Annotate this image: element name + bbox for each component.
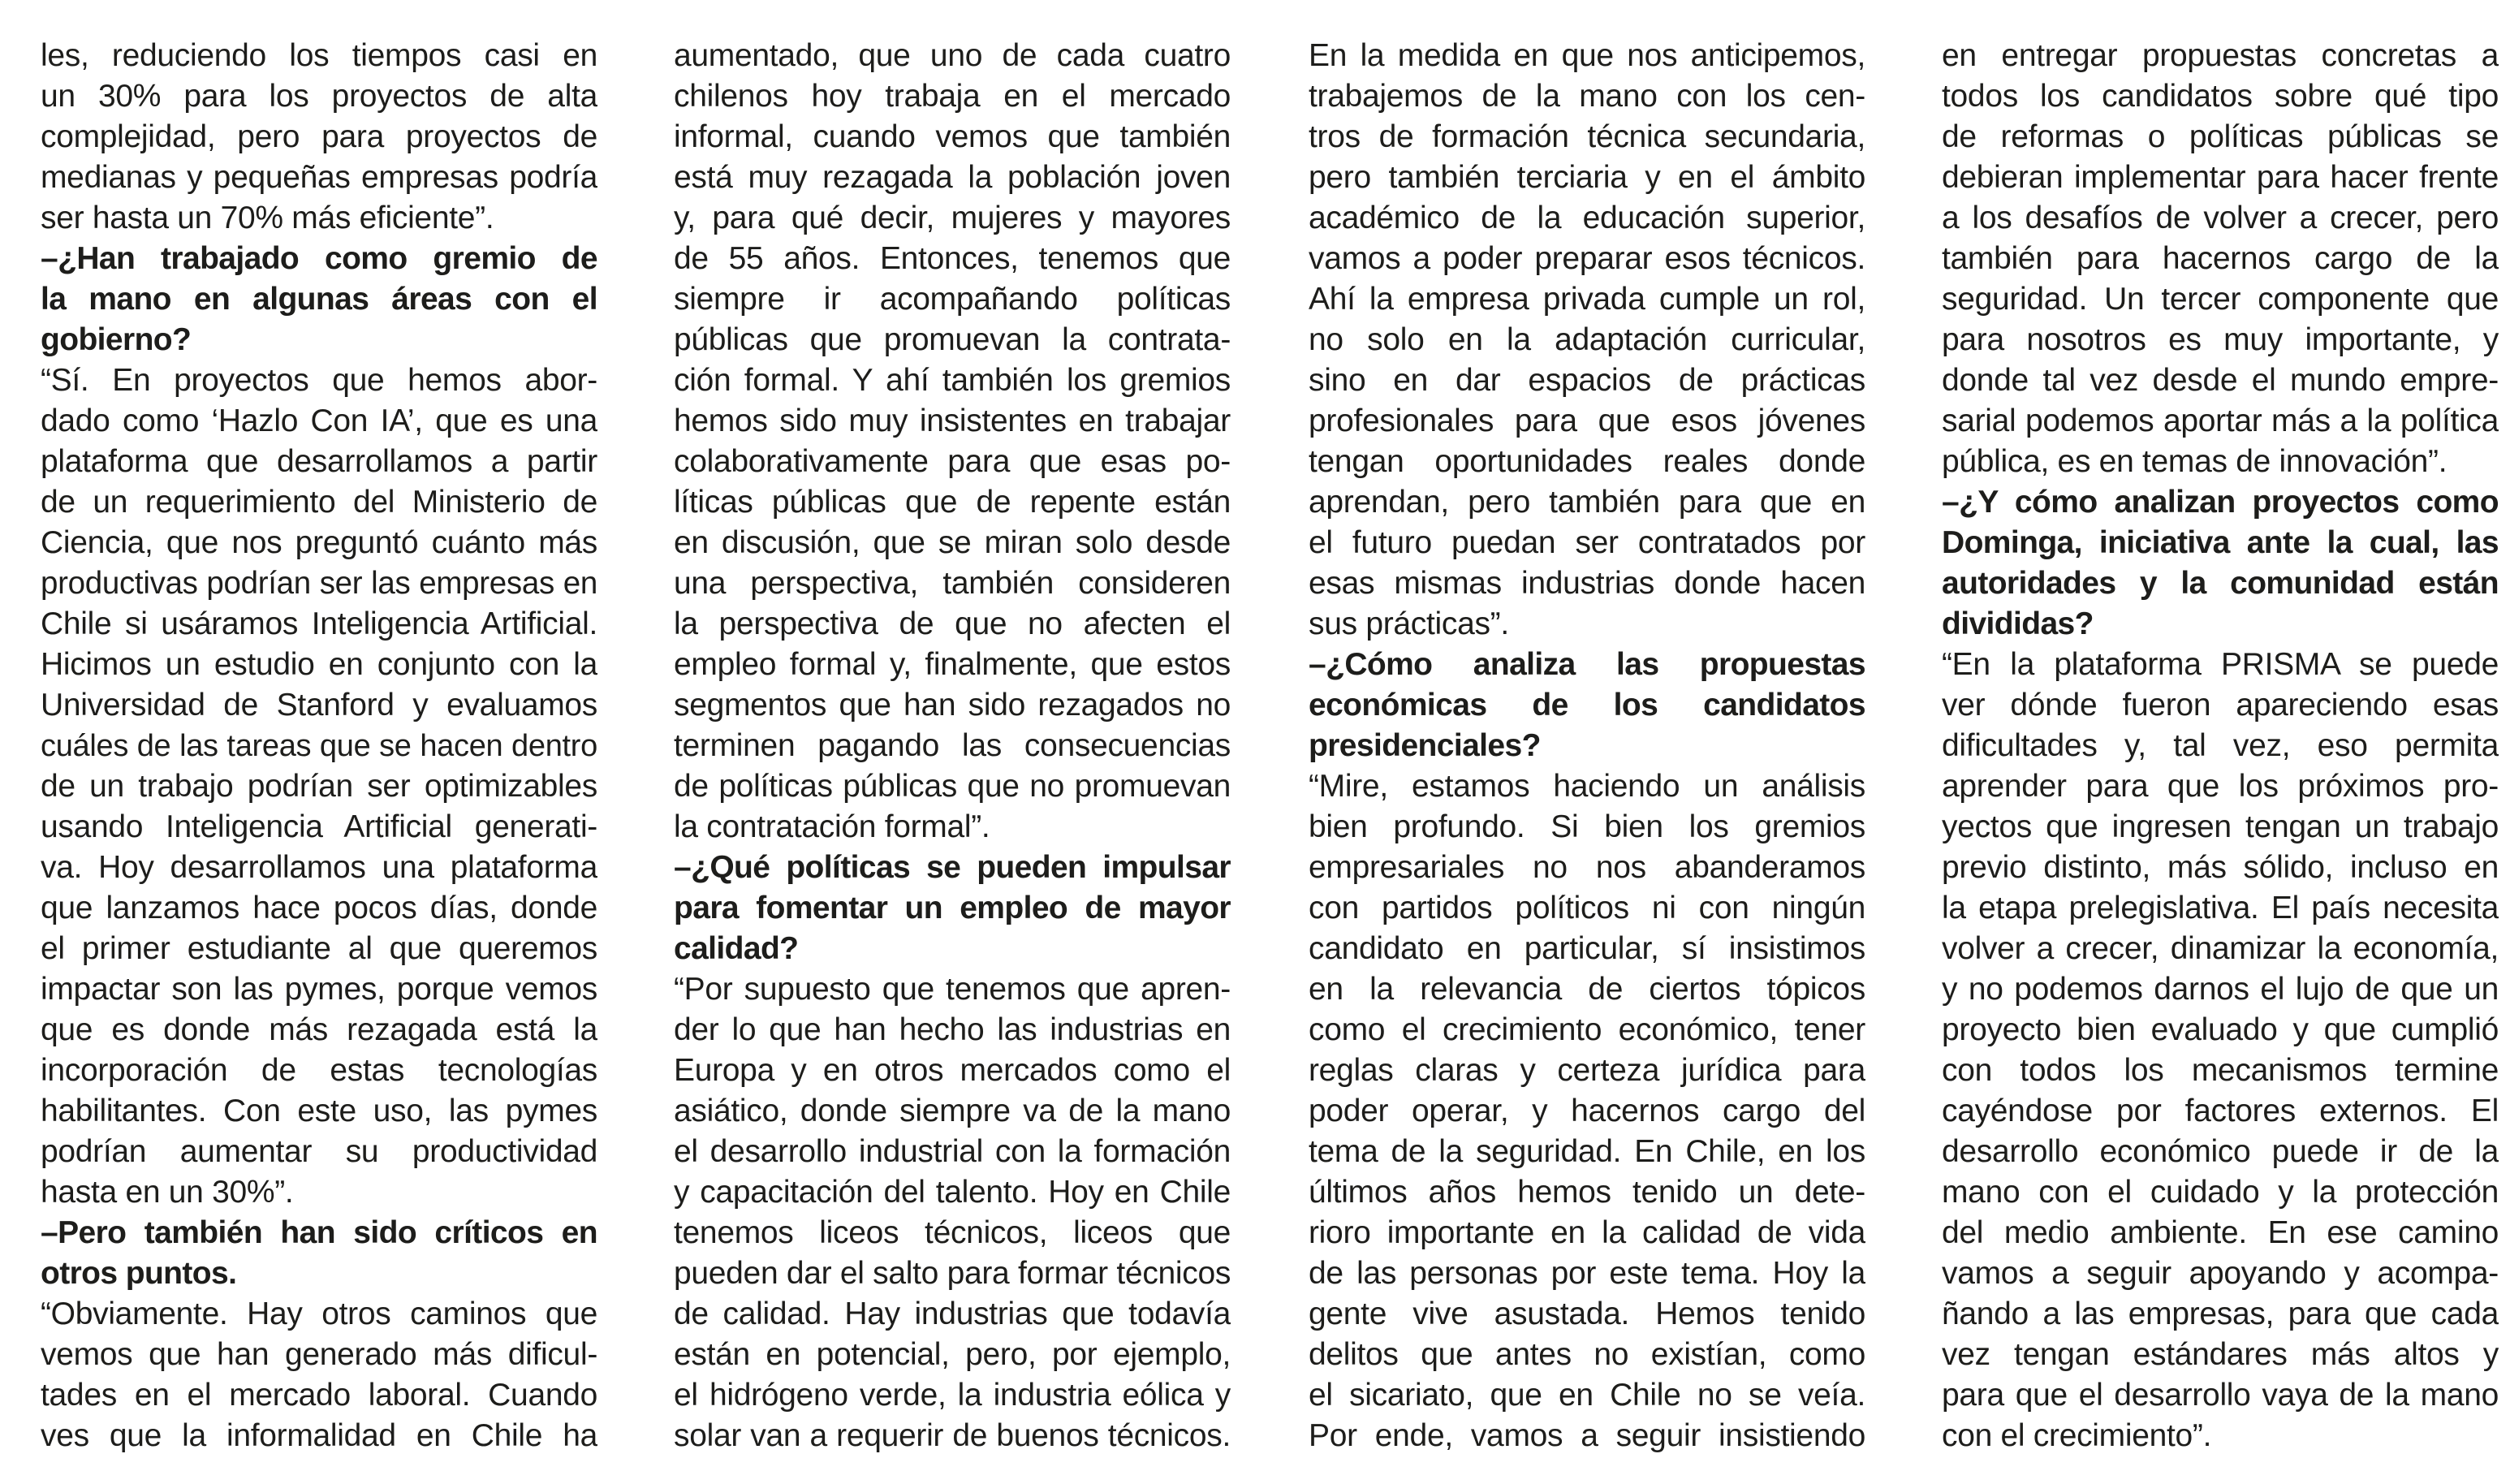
article-text-line: En la medida en que nos anticipemos,	[1309, 38, 1865, 73]
article-text-line: pueden dar el salto para formar técnicos	[674, 1256, 1231, 1291]
article-text-line: ves que la informalidad en Chile ha	[41, 1418, 597, 1453]
article-text-line: bien profundo. Si bien los gremios	[1309, 809, 1865, 844]
article-text-line: y no podemos darnos el lujo de que un	[1942, 972, 2499, 1007]
interview-question-line: económicas de los candidatos	[1309, 688, 1865, 723]
article-text-line: Hicimos un estudio en conjunto con la	[41, 647, 597, 682]
article-text-line: candidato en particular, sí insistimos	[1309, 931, 1865, 966]
interview-question-line: la mano en algunas áreas con el	[41, 282, 597, 317]
article-text-line: der lo que han hecho las industrias en	[674, 1012, 1231, 1047]
article-text-line: la contratación formal”.	[674, 809, 990, 844]
article-text-line: les, reduciendo los tiempos casi en	[41, 38, 597, 73]
article-text-line: de un requerimiento del Ministerio de	[41, 485, 597, 520]
article-text-line: delitos que antes no existían, como	[1309, 1337, 1865, 1372]
article-text-line: están en potencial, pero, por ejemplo,	[674, 1337, 1231, 1372]
article-text-line: Ahí la empresa privada cumple un rol,	[1309, 282, 1865, 317]
article-text-line: poder operar, y hacernos cargo del	[1309, 1094, 1865, 1128]
article-text-line: el sicariato, que en Chile no se veía.	[1309, 1378, 1865, 1413]
article-text-line: vamos a poder preparar esos técnicos.	[1309, 241, 1865, 276]
article-text-line: aprendan, pero también para que en	[1309, 485, 1865, 520]
article-text-line: reglas claras y certeza jurídica para	[1309, 1053, 1865, 1088]
article-text-line: académico de la educación superior,	[1309, 201, 1865, 235]
article-text-line: el desarrollo industrial con la formación	[674, 1134, 1231, 1169]
article-text-line: trabajemos de la mano con los cen-	[1309, 79, 1865, 114]
article-text-line: debieran implementar para hacer frente	[1942, 160, 2499, 195]
article-text-line: pero también terciaria y en el ámbito	[1309, 160, 1865, 195]
article-text-line: asiático, donde siempre va de la mano	[674, 1094, 1231, 1128]
article-text-line: va. Hoy desarrollamos una plataforma	[41, 850, 597, 885]
article-text-line: de 55 años. Entonces, tenemos que	[674, 241, 1231, 276]
article-text-line: que lanzamos hace pocos días, donde	[41, 891, 597, 925]
article-text-line: dificultades y, tal vez, eso permita	[1942, 728, 2499, 763]
article-text-line: Universidad de Stanford y evaluamos	[41, 688, 597, 723]
article-text-line: habilitantes. Con este uso, las pymes	[41, 1094, 597, 1128]
article-column-4	[1942, 36, 2499, 1456]
article-text-line: el hidrógeno verde, la industria eólica y	[674, 1378, 1231, 1413]
article-text-line: de un trabajo podrían ser optimizables	[41, 769, 597, 804]
article-text-line: para que el desarrollo vaya de la mano	[1942, 1378, 2499, 1413]
article-text-line: de reformas o políticas públicas se	[1942, 119, 2499, 154]
interview-question-line: –¿Y cómo analizan proyectos como	[1942, 485, 2499, 520]
article-text-line: el futuro puedan ser contratados por	[1309, 525, 1865, 560]
article-text-line: proyecto bien evaluado y que cumplió	[1942, 1012, 2499, 1047]
interview-question-line: –¿Han trabajado como gremio de	[41, 241, 597, 276]
article-text-line: mano con el cuidado y la protección	[1942, 1175, 2499, 1210]
article-text-line: que es donde más rezagada está la	[41, 1012, 597, 1047]
article-text-line: vez tengan estándares más altos y	[1942, 1337, 2499, 1372]
article-text-line: en discusión, que se miran solo desde	[674, 525, 1231, 560]
article-text-line: Por ende, vamos a seguir insistiendo	[1309, 1418, 1865, 1453]
article-text-line: y capacitación del talento. Hoy en Chile	[674, 1175, 1231, 1210]
article-text-line: una perspectiva, también consideren	[674, 566, 1231, 601]
article-text-line: sarial podemos aportar más a la política	[1942, 403, 2499, 438]
article-text-line: seguridad. Un tercer componente que	[1942, 282, 2499, 317]
article-text-line: Chile si usáramos Inteligencia Artificial.	[41, 606, 597, 641]
article-text-line: tengan oportunidades reales donde	[1309, 444, 1865, 479]
interview-question-line: –Pero también han sido críticos en	[41, 1215, 597, 1250]
article-text-line: “En la plataforma PRISMA se puede	[1942, 647, 2499, 682]
article-text-line: plataforma que desarrollamos a partir	[41, 444, 597, 479]
article-text-line: vamos a seguir apoyando y acompa-	[1942, 1256, 2499, 1291]
article-text-line: colaborativamente para que esas po-	[674, 444, 1231, 479]
article-text-line: está muy rezagada la población joven	[674, 160, 1231, 195]
article-text-line: de calidad. Hay industrias que todavía	[674, 1296, 1231, 1331]
article-text-line: tades en el mercado laboral. Cuando	[41, 1378, 597, 1413]
interview-question-line: autoridades y la comunidad están	[1942, 566, 2499, 601]
article-text-line: y, para qué decir, mujeres y mayores	[674, 201, 1231, 235]
article-text-line: usando Inteligencia Artificial generati-	[41, 809, 597, 844]
article-column-3	[1309, 36, 1865, 1456]
article-text-line: informal, cuando vemos que también	[674, 119, 1231, 154]
article-text-line: Ciencia, que nos preguntó cuánto más	[41, 525, 597, 560]
article-text-line: yectos que ingresen tengan un trabajo	[1942, 809, 2499, 844]
article-text-line: hasta en un 30%”.	[41, 1175, 294, 1210]
interview-question-line: calidad?	[674, 931, 799, 966]
article-text-line: tros de formación técnica secundaria,	[1309, 119, 1865, 154]
article-text-line: aprender para que los próximos pro-	[1942, 769, 2499, 804]
article-text-line: la etapa prelegislativa. El país necesita	[1942, 891, 2499, 925]
article-text-line: complejidad, pero para proyectos de	[41, 119, 597, 154]
article-text-line: la perspectiva de que no afecten el	[674, 606, 1231, 641]
article-text-line: “Obviamente. Hay otros caminos que	[41, 1296, 597, 1331]
article-text-line: el primer estudiante al que queremos	[41, 931, 597, 966]
interview-question-line: divididas?	[1942, 606, 2094, 641]
article-text-line: ñando a las empresas, para que cada	[1942, 1296, 2499, 1331]
article-text-line: sus prácticas”.	[1309, 606, 1509, 641]
article-text-line: siempre ir acompañando políticas	[674, 282, 1231, 317]
article-text-line: previo distinto, más sólido, incluso en	[1942, 850, 2499, 885]
article-text-line: con el crecimiento”.	[1942, 1418, 2212, 1453]
article-text-line: dado como ‘Hazlo Con IA’, que es una	[41, 403, 597, 438]
article-text-line: en la relevancia de ciertos tópicos	[1309, 972, 1865, 1007]
article-text-line: podrían aumentar su productividad	[41, 1134, 597, 1169]
article-column-1	[41, 36, 597, 1456]
article-text-line: rioro importante en la calidad de vida	[1309, 1215, 1865, 1250]
article-text-line: donde tal vez desde el mundo empre-	[1942, 363, 2499, 398]
article-text-line: no solo en la adaptación curricular,	[1309, 322, 1865, 357]
article-text-line: aumentado, que uno de cada cuatro	[674, 38, 1231, 73]
article-text-line: cayéndose por factores externos. El	[1942, 1094, 2499, 1128]
article-text-line: a los desafíos de volver a crecer, pero	[1942, 201, 2499, 235]
article-text-line: cuáles de las tareas que se hacen dentro	[41, 729, 597, 763]
article-text-line: un 30% para los proyectos de alta	[41, 79, 597, 114]
article-text-line: también para hacernos cargo de la	[1942, 241, 2499, 276]
article-text-line: incorporación de estas tecnologías	[41, 1053, 597, 1088]
article-text-line: tenemos liceos técnicos, liceos que	[674, 1215, 1231, 1250]
article-text-line: con partidos políticos ni con ningún	[1309, 891, 1865, 925]
article-text-line: terminen pagando las consecuencias	[674, 728, 1231, 763]
article-text-line: solar van a requerir de buenos técnicos.	[674, 1418, 1231, 1453]
article-text-line: segmentos que han sido rezagados no	[674, 688, 1231, 723]
article-text-line: Europa y en otros mercados como el	[674, 1053, 1231, 1088]
article-text-line: en entregar propuestas concretas a	[1942, 38, 2499, 73]
article-text-line: últimos años hemos tenido un dete-	[1309, 1175, 1865, 1210]
interview-question-line: Dominga, iniciativa ante la cual, las	[1942, 525, 2499, 560]
article-text-line: pública, es en temas de innovación”.	[1942, 444, 2447, 479]
article-text-line: “Mire, estamos haciendo un análisis	[1309, 769, 1865, 804]
article-text-line: esas mismas industrias donde hacen	[1309, 566, 1865, 601]
article-text-line: hemos sido muy insistentes en trabajar	[674, 403, 1231, 438]
article-text-line: volver a crecer, dinamizar la economía,	[1942, 931, 2499, 966]
article-text-line: vemos que han generado más dificul-	[41, 1337, 597, 1372]
interview-question-line: gobierno?	[41, 322, 192, 357]
article-text-line: todos los candidatos sobre qué tipo	[1942, 79, 2499, 114]
article-text-line: empleo formal y, finalmente, que estos	[674, 647, 1231, 682]
article-text-line: gente vive asustada. Hemos tenido	[1309, 1296, 1865, 1331]
article-text-line: con todos los mecanismos termine	[1942, 1053, 2499, 1088]
article-text-line: de las personas por este tema. Hoy la	[1309, 1256, 1865, 1291]
article-text-line: sino en dar espacios de prácticas	[1309, 363, 1865, 398]
article-text-line: profesionales para que esos jóvenes	[1309, 403, 1865, 438]
interview-question-line: para fomentar un empleo de mayor	[674, 891, 1231, 925]
article-column-2	[674, 36, 1231, 1456]
interview-question-line: presidenciales?	[1309, 728, 1541, 763]
article-text-line: ser hasta un 70% más eficiente”.	[41, 201, 494, 235]
article-text-line: para nosotros es muy importante, y	[1942, 322, 2499, 357]
article-text-line: “Sí. En proyectos que hemos abor-	[41, 363, 597, 398]
article-text-line: impactar son las pymes, porque vemos	[41, 972, 597, 1007]
article-text-line: del medio ambiente. En ese camino	[1942, 1215, 2499, 1250]
article-text-line: empresariales no nos abanderamos	[1309, 850, 1865, 885]
article-text-line: líticas públicas que de repente están	[674, 485, 1231, 520]
article-text-line: ción formal. Y ahí también los gremios	[674, 363, 1231, 398]
article-text-line: ver dónde fueron apareciendo esas	[1942, 688, 2499, 723]
article-text-line: como el crecimiento económico, tener	[1309, 1012, 1865, 1047]
article-text-line: desarrollo económico puede ir de la	[1942, 1134, 2499, 1169]
interview-question-line: otros puntos.	[41, 1256, 237, 1291]
interview-question-line: –¿Cómo analiza las propuestas	[1309, 647, 1865, 682]
article-text-line: productivas podrían ser las empresas en	[41, 566, 597, 601]
article-text-line: chilenos hoy trabaja en el mercado	[674, 79, 1231, 114]
interview-question-line: –¿Qué políticas se pueden impulsar	[674, 850, 1231, 885]
article-text-line: “Por supuesto que tenemos que apren-	[674, 972, 1231, 1007]
article-text-line: de políticas públicas que no promuevan	[674, 769, 1231, 804]
article-text-line: públicas que promuevan la contrata-	[674, 322, 1231, 357]
article-text-line: medianas y pequeñas empresas podría	[41, 160, 597, 195]
article-text-line: tema de la seguridad. En Chile, en los	[1309, 1134, 1865, 1169]
